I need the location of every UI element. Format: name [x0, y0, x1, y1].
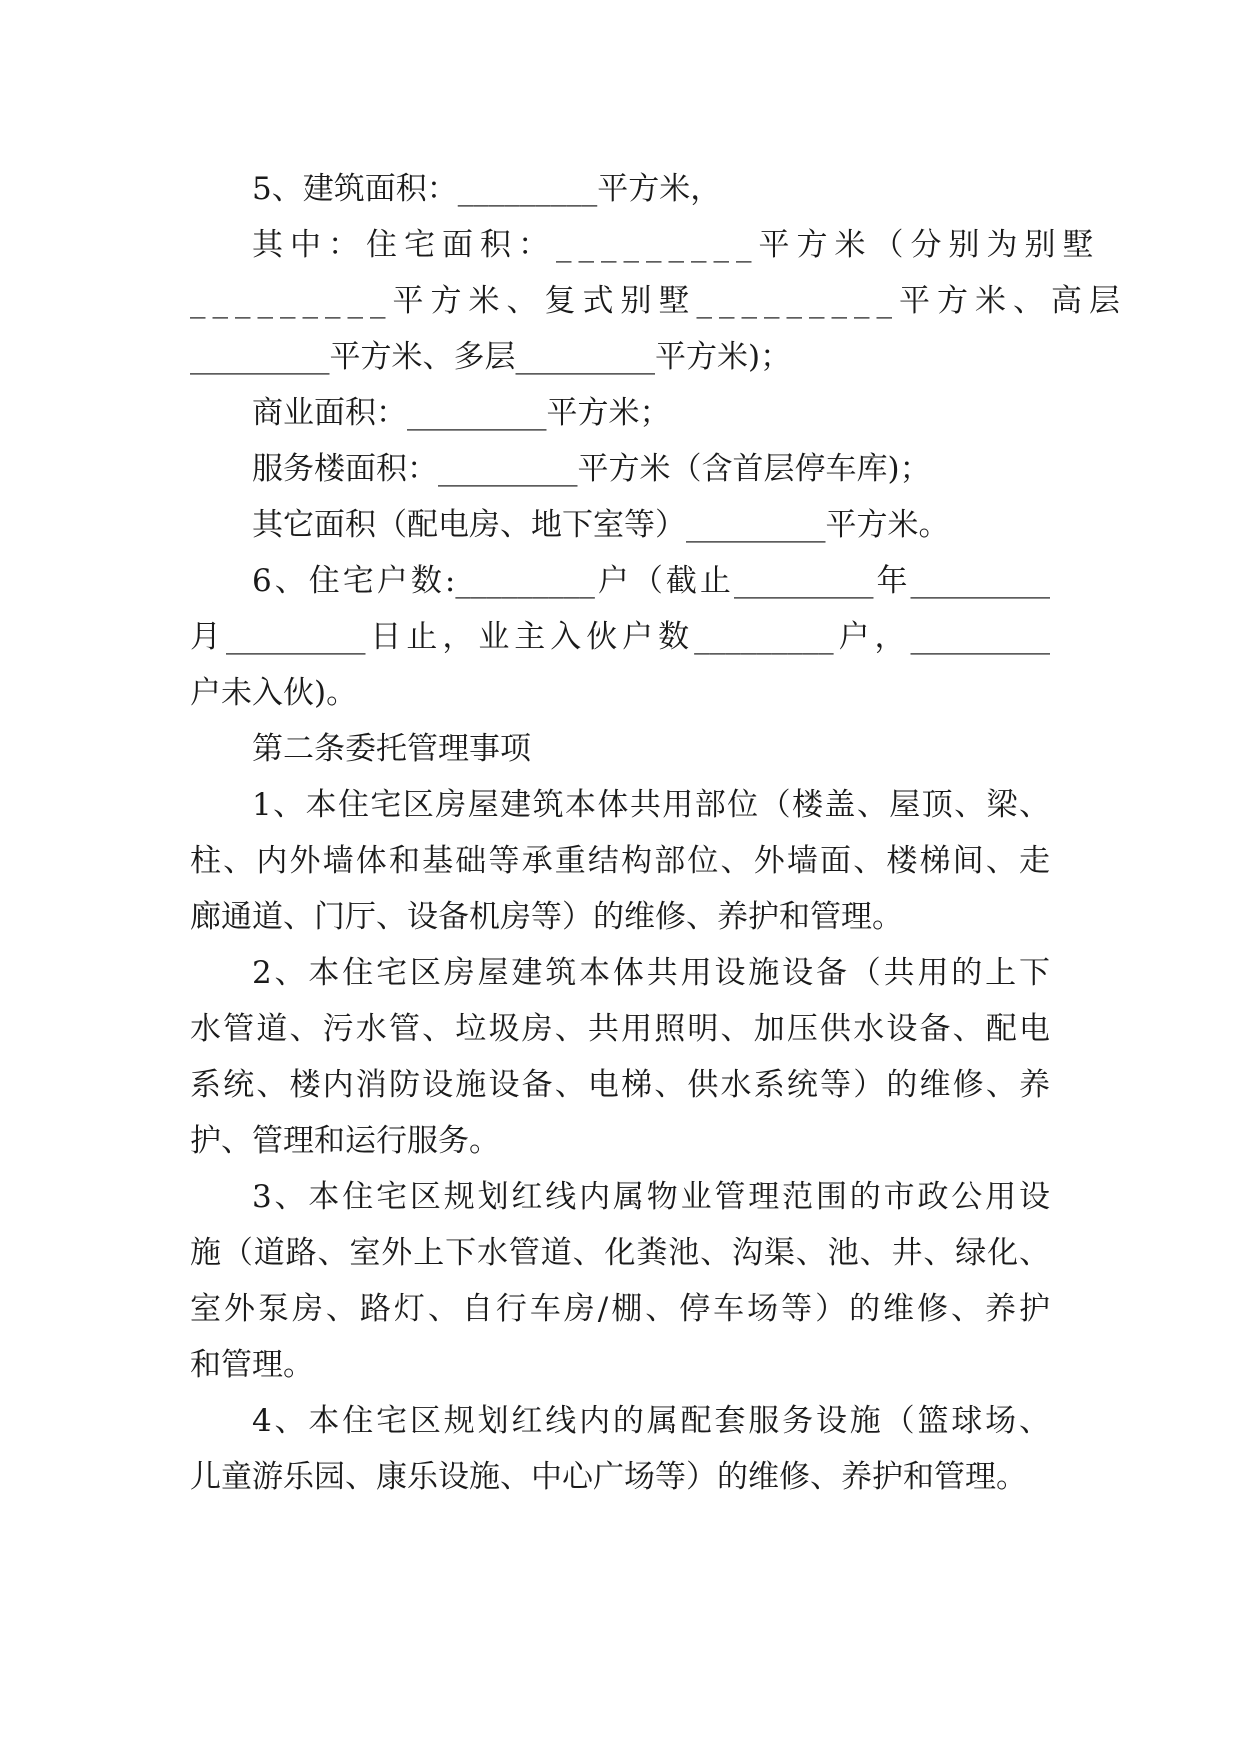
line-residential-area: 其中：住宅面积：_________平方米（分别为别墅: [252, 227, 1101, 263]
item-4-line-1: 4、本住宅区规划红线内的属配套服务设施（篮球场、: [252, 1403, 1050, 1439]
item-2-line-4: 护、管理和运行服务。: [190, 1123, 500, 1159]
item-1-line-1: 1、本住宅区房屋建筑本体共用部位（楼盖、屋顶、梁、: [252, 787, 1050, 823]
item-1-line-2: 柱、内外墙体和基础等承重结构部位、外墙面、楼梯间、走: [190, 843, 1050, 879]
item-2-line-2: 水管道、污水管、垃圾房、共用照明、加压供水设备、配电: [190, 1011, 1050, 1047]
item-2-line-1: 2、本住宅区房屋建筑本体共用设施设备（共用的上下: [252, 955, 1050, 991]
line-multistorey: _________平方米、多层_________平方米)；: [190, 339, 792, 375]
item-2-line-3: 系统、楼内消防设施设备、电梯、供水系统等）的维修、养: [190, 1067, 1050, 1103]
item-1-line-3: 廊通道、门厅、设备机房等）的维修、养护和管理。: [190, 899, 903, 935]
item-3-line-1: 3、本住宅区规划红线内属物业管理范围的市政公用设: [252, 1179, 1050, 1215]
line-commercial-area: 商业面积：_________平方米；: [252, 395, 671, 431]
line-household-not-moved-in: 户未入伙)。: [190, 675, 358, 711]
line-service-building-area: 服务楼面积：_________平方米（含首层停车库)；: [252, 451, 931, 487]
item-4-line-2: 儿童游乐园、康乐设施、中心广场等）的维修、养护和管理。: [190, 1459, 1027, 1495]
section-heading: 第二条委托管理事项: [252, 731, 531, 767]
line-household-date: 月_________日止，业主入伙户数_________户，_________: [190, 619, 1050, 655]
item-3-line-3: 室外泵房、路灯、自行车房/棚、停车场等）的维修、养护: [190, 1291, 1050, 1327]
line-building-area: 5、建筑面积：_________平方米，: [252, 171, 722, 207]
line-other-area: 其它面积（配电房、地下室等）_________平方米。: [252, 507, 950, 543]
line-household-count: 6、住宅户数:_________户（截止_________年_________: [252, 563, 1050, 599]
item-3-line-2: 施（道路、室外上下水管道、化粪池、沟渠、池、井、绿化、: [190, 1235, 1050, 1271]
item-3-line-4: 和管理。: [190, 1347, 314, 1383]
line-villa-duplex-highrise: _________平方米、复式别墅_________平方米、高层: [190, 283, 1127, 319]
